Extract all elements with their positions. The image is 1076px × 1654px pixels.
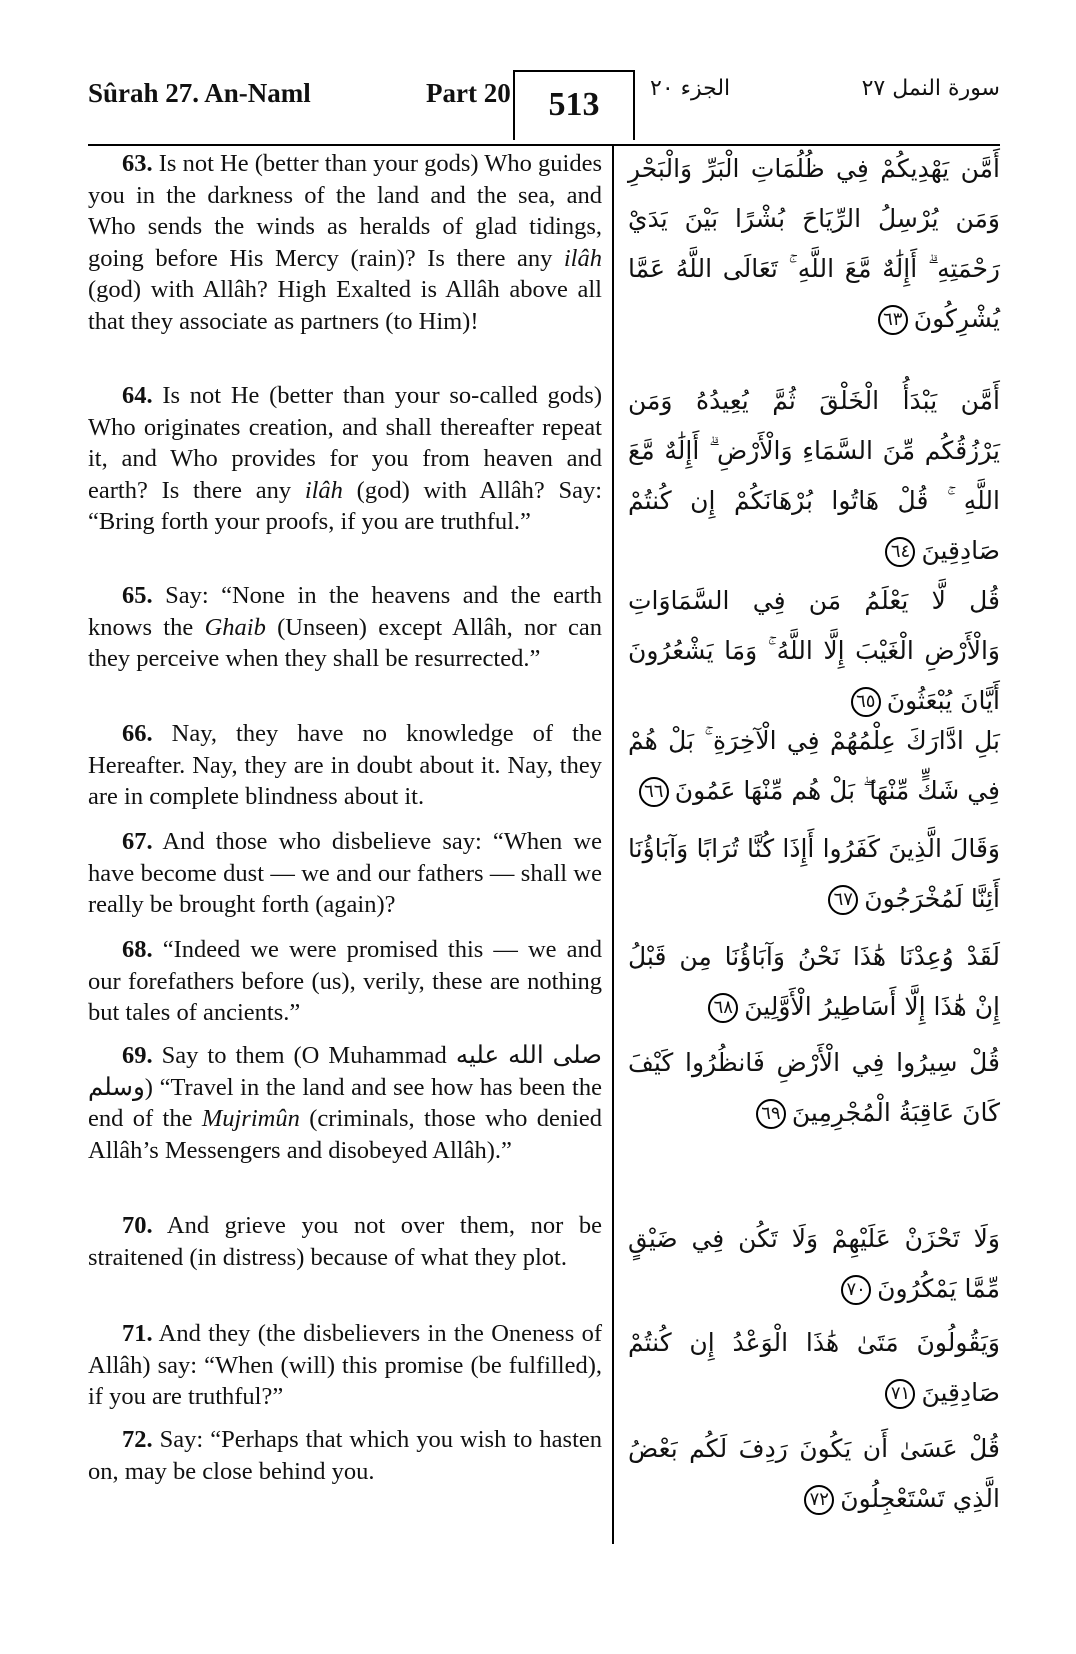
verse-text-italic: Ghaib: [204, 613, 266, 641]
verse-67-arabic: [628, 824, 1000, 924]
arabic-verse-text: وَقَالَ الَّذِينَ كَفَرُوا أَإِذَا كُنَّا تُرَابًا وَآبَاؤُنَا أَئِنَّا لَمُخْرَجُونَ: [628, 834, 1000, 913]
verse-text: Say: “None in the heavens and the earth knows the: [88, 582, 602, 641]
verse-71-translation: [88, 1318, 602, 1413]
verse-number: 70.: [122, 1212, 153, 1239]
verse-number: 64.: [122, 382, 153, 409]
verse-text: And they (the disbelievers in the Oneness of Allâh) say: “When (will) this promise (be fulfilled), if you are truthful?”: [88, 1320, 602, 1410]
arabic-verse-text: قُلْ سِيرُوا فِي الْأَرْضِ فَانظُرُوا كَيْفَ كَانَ عَاقِبَةُ الْمُجْرِمِينَ: [628, 1048, 1000, 1127]
verse-end-marker: ٦٦: [639, 777, 669, 807]
verse-text: “Indeed we were promised this — we and our forefathers before (us), verily, these are nothing but tales of ancients.”: [88, 936, 602, 1026]
page-number: 513: [548, 86, 600, 123]
verse-63-translation: [88, 148, 602, 337]
verse-end-marker: ٦٧: [828, 885, 858, 915]
verse-text: Say: “Perhaps that which you wish to hasten on, may be close behind you.: [88, 1426, 602, 1485]
arabic-verse-text: أَمَّن يَبْدَأُ الْخَلْقَ ثُمَّ يُعِيدُهُ وَمَن يَرْزُقُكُم مِّنَ السَّمَاءِ وَالْأَرْضِ ۗ أَإِلَٰهٌ مَّعَ اللَّهِ ۚ قُلْ هَاتُوا بُرْهَانَكُمْ إِن كُنتُمْ صَادِقِينَ: [628, 386, 1000, 565]
verse-64-arabic: [628, 376, 1000, 576]
arabic-verse-text: وَلَا تَحْزَنْ عَلَيْهِمْ وَلَا تَكُن فِي ضَيْقٍ مِّمَّا يَمْكُرُونَ: [628, 1224, 1000, 1303]
verse-text: Is not He (better than your so-called gods) Who originates creation, and shall thereafter repeat it, and Who provides for you from heaven and earth? Is there any: [88, 382, 602, 504]
verse-69-translation: [88, 1040, 602, 1166]
verse-text: And grieve you not over them, nor be straitened (in distress) because of what they plot.: [88, 1212, 602, 1271]
verse-number: 68.: [122, 936, 153, 963]
verse-end-marker: ٦٨: [708, 993, 738, 1023]
verse-text-italic: ilâh: [304, 476, 343, 504]
verse-63-arabic: [628, 144, 1000, 344]
page-number-box: [513, 70, 635, 140]
verse-text-italic: Mujrimûn: [201, 1105, 300, 1132]
verse-70-arabic: [628, 1214, 1000, 1314]
verse-66-translation: [88, 718, 602, 813]
verse-number: 69.: [122, 1042, 153, 1069]
verse-text: Is not He (better than your gods) Who guides you in the darkness of the land and the sea, and Who sends the winds as heralds of glad tidings, going before His Mercy (rain)? Is there any: [88, 150, 602, 272]
arabic-verse-text: قُل لَّا يَعْلَمُ مَن فِي السَّمَاوَاتِ وَالْأَرْضِ الْغَيْبَ إِلَّا اللَّهُ ۚ وَمَا يَشْعُرُونَ أَيَّانَ يُبْعَثُونَ: [628, 586, 1000, 715]
verse-number: 67.: [122, 828, 153, 855]
part-label: Part 20: [426, 78, 511, 108]
verse-end-marker: ٦٥: [851, 687, 881, 717]
verse-text: (god) with Allâh? High Exalted is Allâh above all that they associate as partners (to Him)!: [88, 276, 602, 335]
verse-72-translation: [88, 1424, 602, 1487]
page-header: [88, 60, 1000, 146]
verse-65-translation: [88, 580, 602, 675]
arabic-surah-title: سورة النمل ٢٧: [861, 76, 1000, 101]
verse-68-translation: [88, 934, 602, 1029]
arabic-verse-text: قُلْ عَسَىٰ أَن يَكُونَ رَدِفَ لَكُم بَعْضُ الَّذِي تَسْتَعْجِلُونَ: [628, 1434, 1000, 1513]
verse-text: (criminals, those who denied Allâh’s Messengers and disobeyed Allâh).”: [88, 1105, 603, 1164]
verse-text-italic: ilâh: [563, 244, 602, 272]
column-divider: [612, 146, 614, 1544]
arabic-verse-text: بَلِ ادَّارَكَ عِلْمُهُمْ فِي الْآخِرَةِ ۚ بَلْ هُمْ فِي شَكٍّ مِّنْهَا ۖ بَلْ هُم مِّنْهَا عَمُونَ: [628, 726, 1000, 805]
verse-number: 63.: [122, 150, 153, 177]
verse-67-translation: [88, 826, 602, 921]
verse-64-translation: [88, 380, 602, 538]
verse-text: (Unseen) except Allâh, nor can they perceive when they shall be resurrected.”: [88, 613, 602, 672]
arabic-verse-text: وَيَقُولُونَ مَتَىٰ هَٰذَا الْوَعْدُ إِن كُنتُمْ صَادِقِينَ: [628, 1328, 1000, 1407]
verse-number: 71.: [122, 1320, 153, 1347]
verse-70-translation: [88, 1210, 602, 1273]
verse-text: Nay, they have no knowledge of the Hereafter. Nay, they are in doubt about it. Nay, they are in complete blindness about it.: [88, 720, 602, 810]
verse-68-arabic: [628, 932, 1000, 1032]
verse-text: (god) with Allâh? Say: “Bring forth your proofs, if you are truthful.”: [88, 476, 603, 535]
verse-number: 66.: [122, 720, 153, 747]
surah-title: Sûrah 27. An-Naml: [88, 78, 311, 108]
verse-end-marker: ٦٣: [878, 305, 908, 335]
verse-66-arabic: [628, 716, 1000, 816]
arabic-part-label: الجزء ٢٠: [650, 76, 731, 101]
verse-71-arabic: [628, 1318, 1000, 1418]
arabic-verse-text: أَمَّن يَهْدِيكُمْ فِي ظُلُمَاتِ الْبَرِّ وَالْبَحْرِ وَمَن يُرْسِلُ الرِّيَاحَ بُشْرًا بَيْنَ يَدَيْ رَحْمَتِهِ ۗ أَإِلَٰهٌ مَّعَ اللَّهِ ۚ تَعَالَى اللَّهُ عَمَّا يُشْرِكُونَ: [628, 154, 1000, 333]
verse-72-arabic: [628, 1424, 1000, 1524]
verse-65-arabic: [628, 576, 1000, 726]
verse-number: 72.: [122, 1426, 153, 1453]
verse-end-marker: ٧١: [885, 1379, 915, 1409]
verse-number: 65.: [122, 582, 153, 609]
verse-end-marker: ٦٤: [885, 537, 915, 567]
verse-text: And those who disbelieve say: “When we have become dust — we and our fathers — shall we really be brought forth (again)?: [88, 828, 602, 918]
verse-text: Say to them (O Muhammad صلى الله عليه وسلم) “Travel in the land and see how has been the end of the: [88, 1042, 602, 1132]
verse-end-marker: ٧٠: [841, 1275, 871, 1305]
verse-end-marker: ٧٢: [804, 1485, 834, 1515]
verse-69-arabic: [628, 1038, 1000, 1138]
verse-end-marker: ٦٩: [756, 1099, 786, 1129]
arabic-verse-text: لَقَدْ وُعِدْنَا هَٰذَا نَحْنُ وَآبَاؤُنَا مِن قَبْلُ إِنْ هَٰذَا إِلَّا أَسَاطِيرُ الْأَوَّلِينَ: [628, 942, 1000, 1021]
